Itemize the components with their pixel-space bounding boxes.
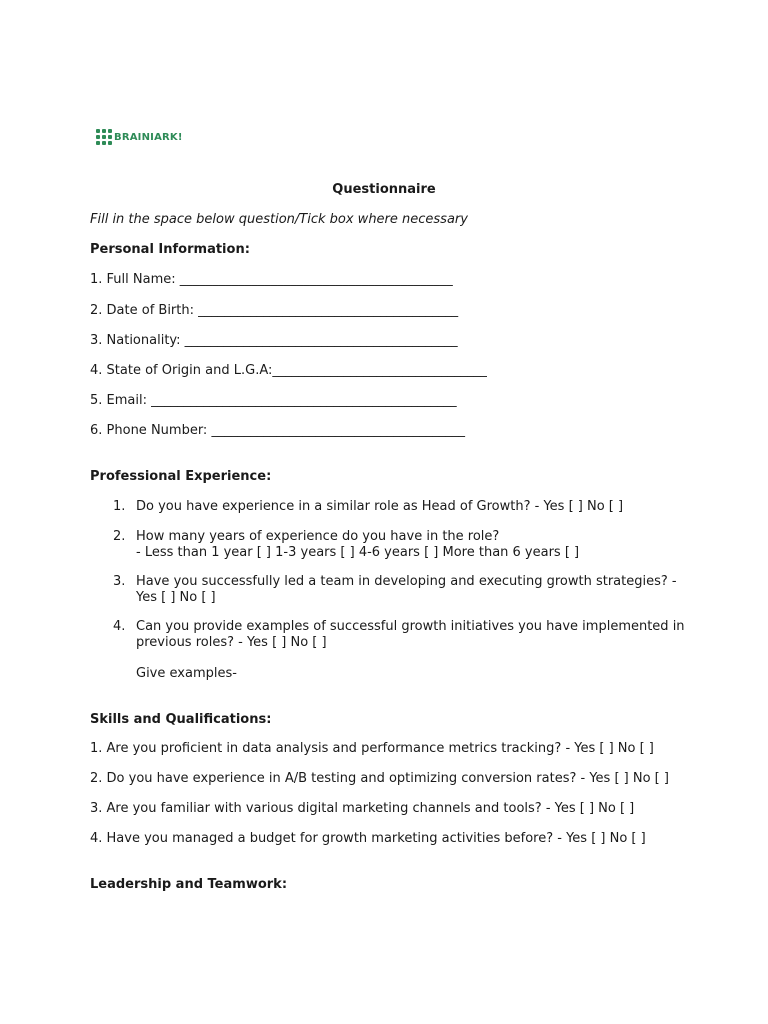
question-text: Have you successfully led a team in developing and executing growth strategies? -: [136, 574, 677, 589]
nationality-field[interactable]: 3. Nationality: __________________________________________: [90, 333, 458, 348]
instruction-text: Fill in the space below question/Tick box where necessary: [90, 212, 468, 227]
logo-text: BRAINIARK!: [114, 131, 183, 143]
skills-question-4[interactable]: 4. Have you managed a budget for growth marketing activities before? - Yes [ ] No [ ]: [90, 831, 646, 846]
give-examples-field[interactable]: Give examples-: [136, 666, 237, 681]
skills-heading: Skills and Qualifications:: [90, 712, 272, 727]
page-title: Questionnaire: [332, 182, 436, 197]
phone-number-field[interactable]: 6. Phone Number: _______________________________________: [90, 423, 465, 438]
skills-question-1[interactable]: 1. Are you proficient in data analysis and performance metrics tracking? - Yes [ ] No [ ]: [90, 741, 654, 756]
professional-experience-heading: Professional Experience:: [90, 469, 272, 484]
brainiark-logo: [96, 128, 183, 146]
email-field[interactable]: 5. Email: _______________________________________________: [90, 393, 457, 408]
skills-question-2[interactable]: 2. Do you have experience in A/B testing and optimizing conversion rates? - Yes [ ] No [ ]: [90, 771, 669, 786]
grid-dots-logo-icon: [96, 129, 112, 145]
skills-question-3[interactable]: 3. Are you familiar with various digital marketing channels and tools? - Yes [ ] No [ ]: [90, 801, 635, 816]
question-text: Can you provide examples of successful growth initiatives you have implemented in: [136, 619, 685, 634]
personal-info-heading: Personal Information:: [90, 242, 250, 257]
full-name-field[interactable]: 1. Full Name: __________________________________________: [90, 272, 453, 287]
question-options[interactable]: Yes [ ] No [ ]: [136, 590, 216, 605]
question-number: 1.: [113, 499, 126, 514]
question-text[interactable]: Do you have experience in a similar role as Head of Growth? - Yes [ ] No [ ]: [136, 499, 624, 514]
question-options[interactable]: - Less than 1 year [ ] 1-3 years [ ] 4-6 years [ ] More than 6 years [ ]: [136, 545, 580, 560]
question-number: 3.: [113, 574, 126, 589]
question-number: 4.: [113, 619, 126, 634]
leadership-heading: Leadership and Teamwork:: [90, 877, 288, 892]
date-of-birth-field[interactable]: 2. Date of Birth: ________________________________________: [90, 303, 459, 318]
question-number: 2.: [113, 529, 126, 544]
state-of-origin-field[interactable]: 4. State of Origin and L.G.A:_________________________________: [90, 363, 487, 378]
question-options[interactable]: previous roles? - Yes [ ] No [ ]: [136, 635, 327, 650]
question-text: How many years of experience do you have in the role?: [136, 529, 500, 544]
